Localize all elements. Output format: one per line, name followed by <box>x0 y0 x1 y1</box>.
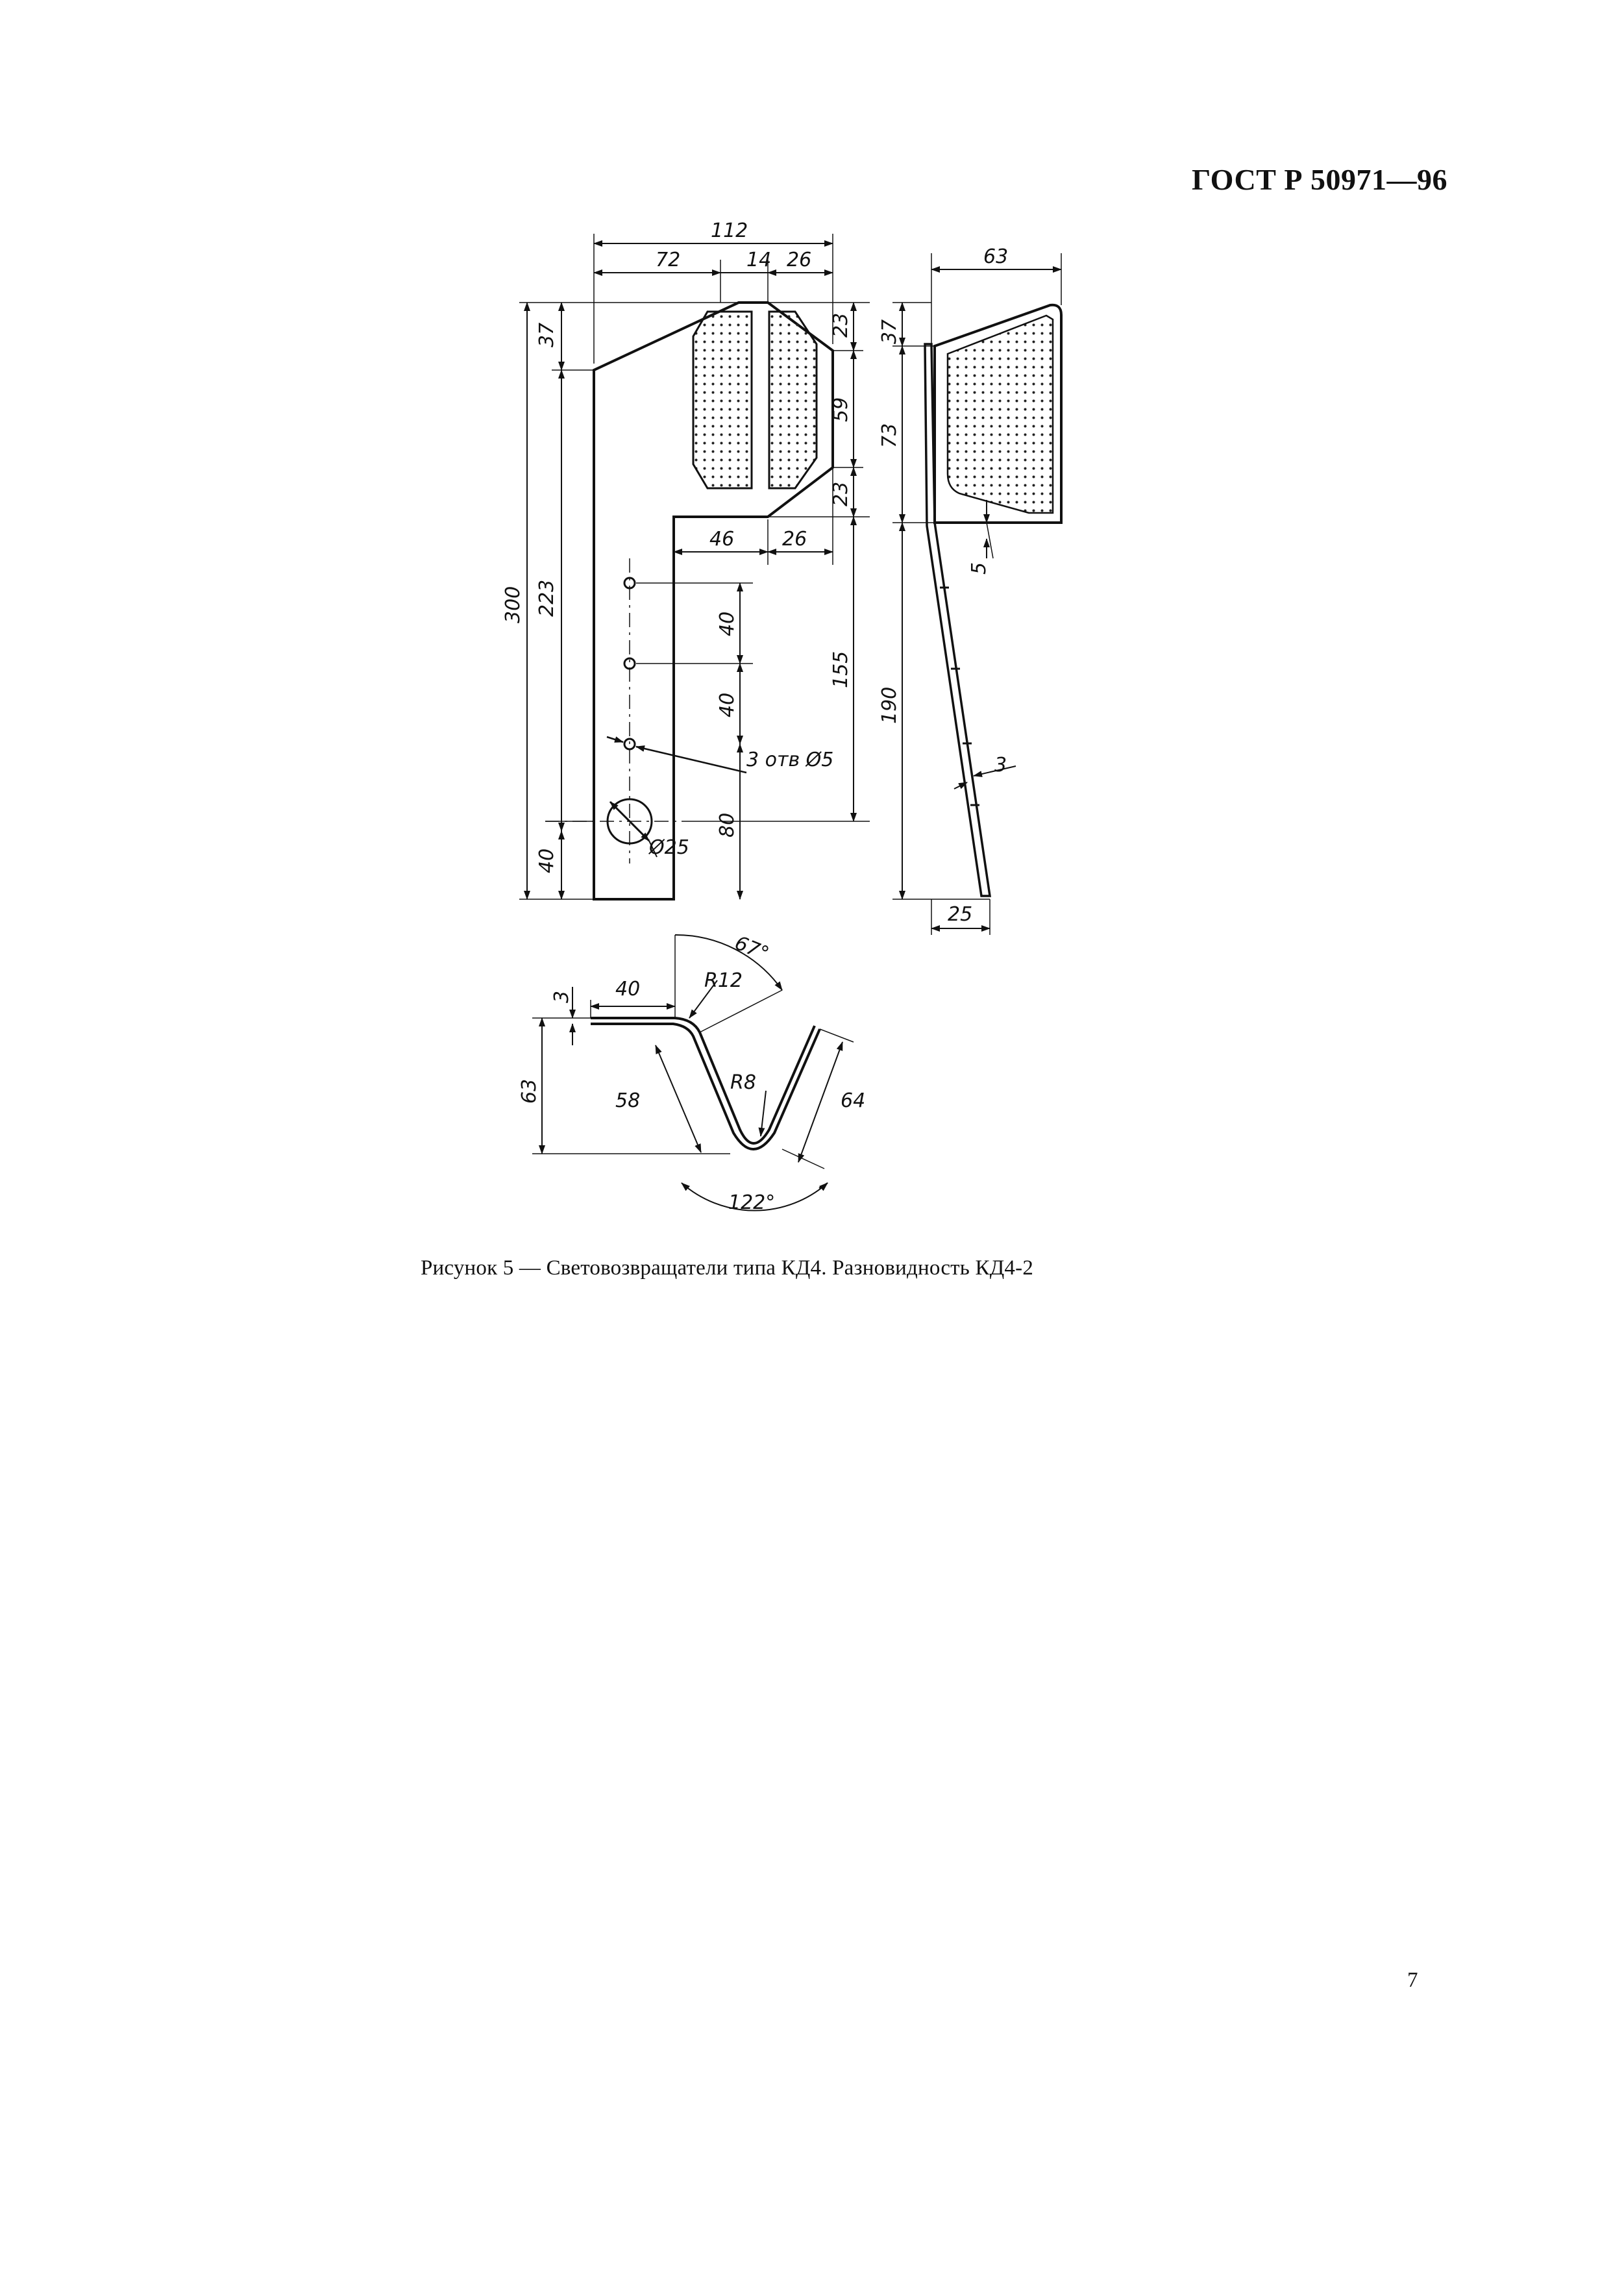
dim-height-body: 223 <box>535 579 558 617</box>
dim-bottom-offset: 40 <box>535 848 558 873</box>
dim-top-offset: 37 <box>535 322 558 347</box>
dim-height-total: 300 <box>502 586 524 623</box>
bend-dim-left-leg: 58 <box>615 1089 641 1112</box>
dim-width-a: 72 <box>656 249 681 271</box>
figure-caption: Рисунок 5 — Световозвращатели типа КД4. Разновидность КД4-2 <box>421 1256 1034 1280</box>
bend-view <box>532 935 854 1211</box>
front-view <box>519 234 870 899</box>
dim-hole-pitch-1: 40 <box>716 611 739 636</box>
standard-id: ГОСТ Р 50971—96 <box>1192 163 1447 196</box>
bend-dim-thickness: 3 <box>550 990 573 1003</box>
dim-width-b: 14 <box>746 249 772 271</box>
holes-note: 3 отв Ø5 <box>746 749 834 771</box>
side-dim-bottom-width: 25 <box>948 903 973 926</box>
side-dim-mid: 73 <box>878 423 901 448</box>
bend-dim-angle-top: 67° <box>732 931 772 966</box>
bend-dim-flange: 40 <box>615 978 641 1000</box>
dim-right-top: 23 <box>830 312 852 338</box>
big-hole-note: Ø25 <box>649 836 689 859</box>
bend-dim-angle-bottom: 122° <box>728 1191 776 1214</box>
reflector-left <box>693 312 752 488</box>
side-view <box>892 253 1061 935</box>
bend-profile-outer <box>591 1018 815 1143</box>
side-dim-thickness: 3 <box>994 754 1007 776</box>
dim-width-total: 112 <box>711 219 748 242</box>
page-number: 7 <box>1407 1969 1418 1992</box>
side-dim-top: 37 <box>878 319 901 344</box>
side-dim-width: 63 <box>983 245 1009 268</box>
dim-right-low: 23 <box>830 481 852 506</box>
bend-dim-right-leg: 64 <box>841 1089 866 1112</box>
dim-hole-pitch-2: 40 <box>716 692 739 717</box>
reflector-right <box>769 312 817 488</box>
dim-step-a: 46 <box>709 528 735 551</box>
side-dim-step: 5 <box>968 562 990 575</box>
bend-dim-height: 63 <box>518 1078 541 1104</box>
dim-step-b: 26 <box>782 528 807 551</box>
bend-dim-radius-outer: R12 <box>704 969 743 992</box>
bend-dim-radius-inner: R8 <box>730 1071 756 1094</box>
dim-right-long: 155 <box>830 651 852 688</box>
side-dim-lower: 190 <box>878 686 901 724</box>
dim-width-c: 26 <box>787 249 812 271</box>
dim-right-mid: 59 <box>830 397 852 422</box>
dim-hole-bottom: 80 <box>716 812 739 838</box>
